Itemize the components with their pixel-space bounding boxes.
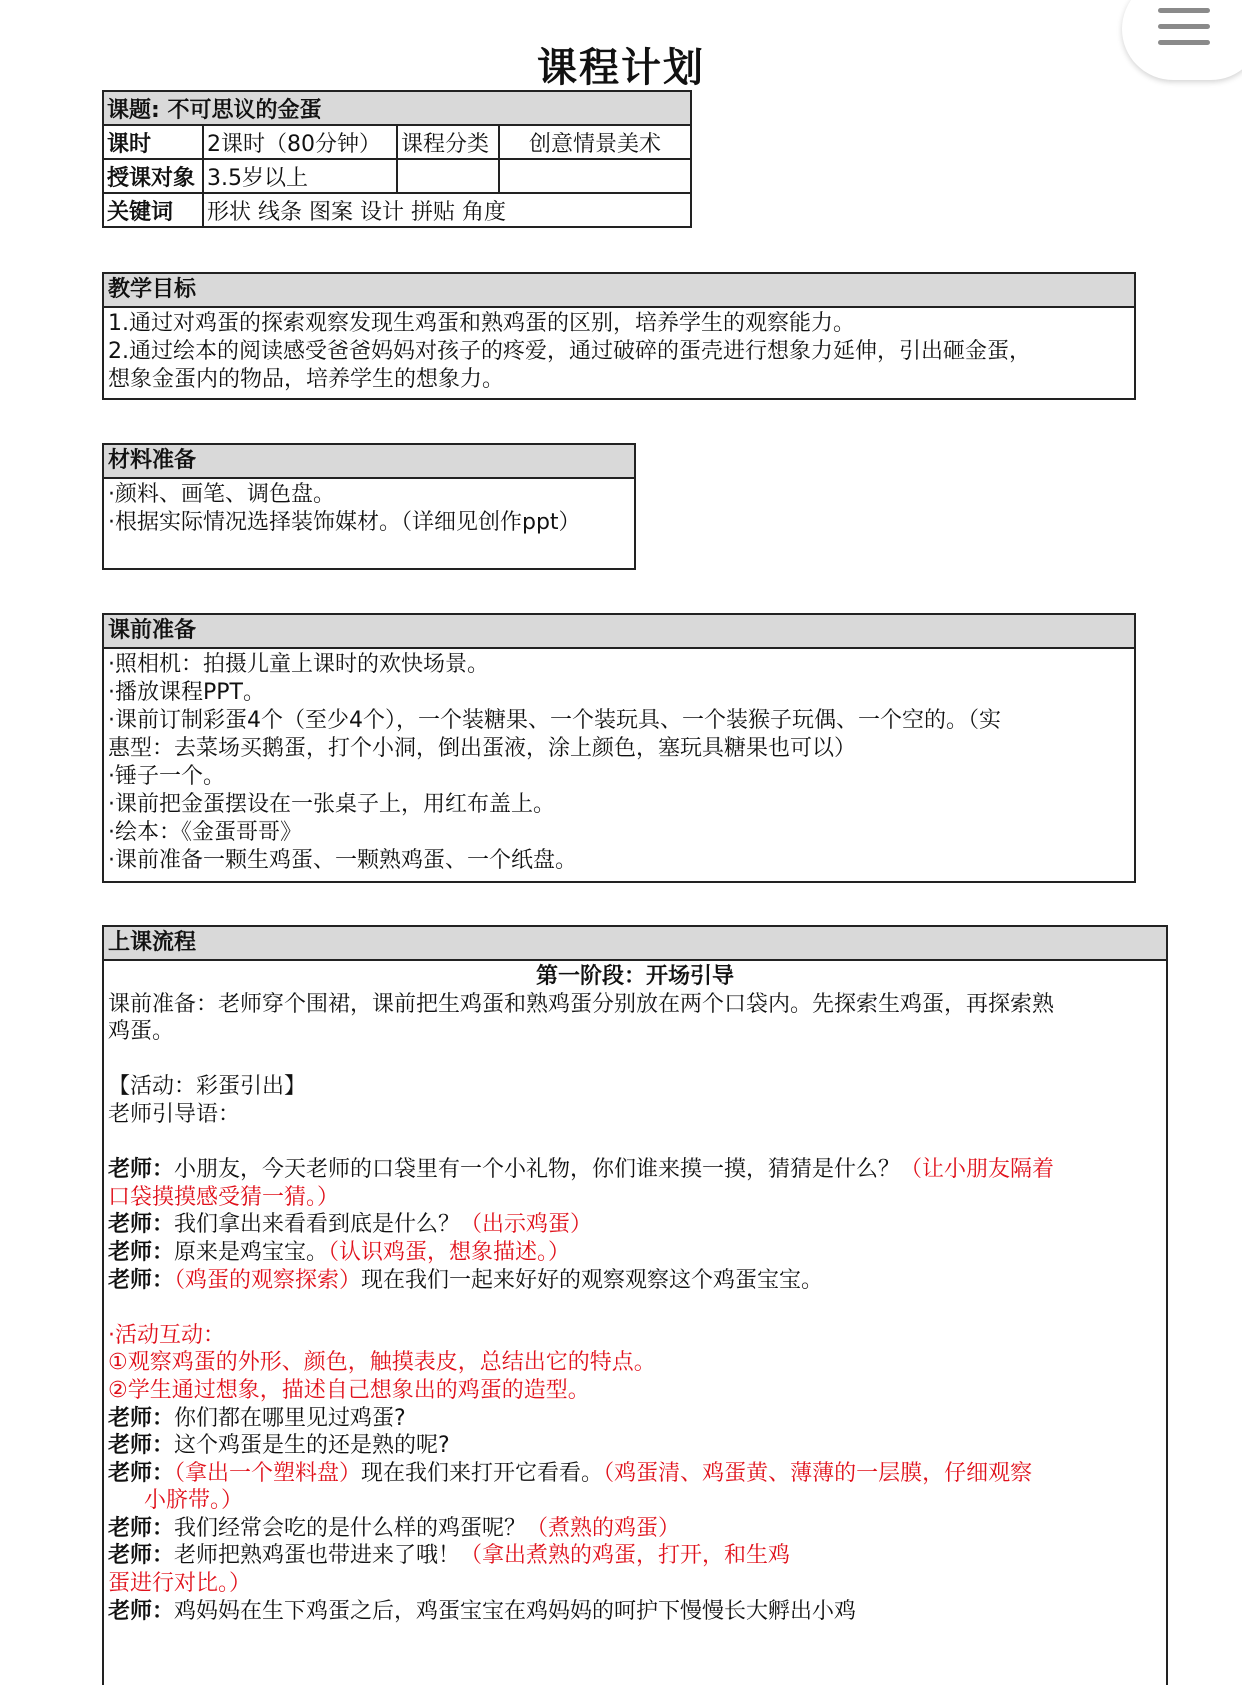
- speaker-label: 老师: [108, 1543, 153, 1569]
- section-heading: 课前准备: [104, 615, 1134, 649]
- goal-line: 2.通过绘本的阅读感受爸爸妈妈对孩子的疼爱，通过破碎的蛋壳进行想象力延伸，引出砸金蛋，: [108, 339, 1031, 364]
- page-title: 课程计划: [537, 45, 705, 91]
- interaction-item: ②学生通过想象，描述自己想象出的鸡蛋的造型。: [108, 1377, 590, 1403]
- period-label: 课时: [103, 125, 203, 159]
- audience-label: 授课对象: [103, 159, 203, 193]
- interaction-title: ·活动互动：: [108, 1322, 225, 1348]
- speaker-label: 老师: [108, 1598, 153, 1624]
- section-heading: 上课流程: [104, 927, 1166, 961]
- dialogue-line: 老师：鸡妈妈在生下鸡蛋之后，鸡蛋宝宝在鸡妈妈的呵护下慢慢长大孵出小鸡: [108, 1598, 857, 1624]
- audience-value: 3.5岁以上: [203, 159, 397, 193]
- menu-button[interactable]: [1122, 0, 1242, 80]
- stage-direction: （煮熟的鸡蛋）: [526, 1515, 681, 1541]
- period-value: 2课时（80分钟）: [203, 125, 397, 159]
- dialogue-line: 老师：老师把熟鸡蛋也带进来了哦！（拿出煮熟的鸡蛋，打开，和生鸡: [108, 1543, 791, 1569]
- stage-direction: （认识鸡蛋，想象描述。）: [328, 1239, 571, 1265]
- flow-line: 鸡蛋。: [108, 1019, 175, 1045]
- keywords-label: 关键词: [103, 193, 203, 227]
- prep-line: ·播放课程PPT。: [108, 680, 265, 705]
- flow-line: 课前准备：老师穿个围裙，课前把生鸡蛋和熟鸡蛋分别放在两个口袋内。先探索生鸡蛋，再探索熟: [108, 991, 1055, 1017]
- dialogue-line: 老师：我们拿出来看看到底是什么？（出示鸡蛋）: [108, 1212, 593, 1238]
- prep-line: ·课前把金蛋摆设在一张桌子上，用红布盖上。: [108, 792, 555, 817]
- course-topic: 课题: 不可思议的金蛋: [103, 91, 691, 125]
- stage-direction: 口袋摸摸感受猜一猜。）: [108, 1184, 340, 1210]
- dialogue-line: 老师：你们都在哪里见过鸡蛋?: [108, 1405, 406, 1431]
- speaker-label: 老师: [108, 1515, 153, 1541]
- speaker-label: 老师: [108, 1239, 153, 1265]
- dialogue-line: 老师：我们经常会吃的是什么样的鸡蛋呢？（煮熟的鸡蛋）: [108, 1515, 681, 1541]
- dialogue-line: 老师：这个鸡蛋是生的还是熟的呢?: [108, 1433, 450, 1459]
- speaker-label: 老师: [108, 1405, 153, 1431]
- goal-line: 想象金蛋内的物品，培养学生的想象力。: [108, 367, 505, 392]
- pre-class-section: [102, 613, 1136, 883]
- table-row: [103, 91, 691, 125]
- prep-line: ·绘本：《金蛋哥哥》: [108, 820, 302, 845]
- prep-line: ·课前订制彩蛋4个（至少4个），一个装糖果、一个装玩具、一个装猴子玩偶、一个空的。（实: [108, 708, 1001, 733]
- material-line: ·颜料、画笔、调色盘。: [108, 482, 335, 507]
- section-heading: 材料准备: [104, 445, 634, 479]
- prep-line: ·照相机：拍摄儿童上课时的欢快场景。: [108, 652, 489, 677]
- prep-line: ·课前准备一颗生鸡蛋、一颗熟鸡蛋、一个纸盘。: [108, 848, 577, 873]
- prep-line: 惠型：去菜场买鹅蛋，打个小洞，倒出蛋液，涂上颜色，塞玩具糖果也可以）: [108, 736, 857, 761]
- section-heading: 教学目标: [104, 274, 1134, 308]
- stage-direction: （拿出煮熟的鸡蛋，打开，和生鸡: [460, 1543, 791, 1569]
- stage-direction: 蛋进行对比。）: [108, 1571, 252, 1597]
- empty-cell: [499, 159, 691, 193]
- flow-line: 老师引导语：: [108, 1101, 241, 1127]
- course-info-table: [102, 90, 692, 228]
- dialogue-line: 老师：（拿出一个塑料盘）现在我们来打开它看看。（鸡蛋清、鸡蛋黄、薄薄的一层膜，仔细观察: [108, 1460, 1033, 1486]
- dialogue-line: 老师：（鸡蛋的观察探索）现在我们一起来好好的观察观察这个鸡蛋宝宝。: [108, 1267, 824, 1293]
- speaker-label: 老师: [108, 1433, 153, 1459]
- speaker-label: 老师: [108, 1267, 153, 1293]
- category-value: 创意情景美术: [499, 125, 691, 159]
- dialogue-line: 老师：小朋友，今天老师的口袋里有一个小礼物，你们谁来摸一摸，猜猜是什么？（让小朋友隔着: [108, 1157, 1055, 1183]
- table-row: [103, 125, 691, 159]
- prep-line: ·锤子一个。: [108, 764, 225, 789]
- stage-direction: （鸡蛋清、鸡蛋黄、薄薄的一层膜，仔细观察: [603, 1460, 1033, 1486]
- dialogue-line: 老师：原来是鸡宝宝。（认识鸡蛋，想象描述。）: [108, 1239, 571, 1265]
- stage-direction: （鸡蛋的观察探索）: [174, 1267, 362, 1293]
- class-flow-section: [102, 925, 1168, 1685]
- speaker-label: 老师: [108, 1460, 153, 1486]
- material-line: ·根据实际情况选择装饰媒材。（详细见创作ppt）: [108, 510, 581, 535]
- speaker-label: 老师: [108, 1157, 153, 1183]
- goal-line: 1.通过对鸡蛋的探索观察发现生鸡蛋和熟鸡蛋的区别，培养学生的观察能力。: [108, 311, 855, 336]
- stage-direction: （出示鸡蛋）: [460, 1212, 593, 1238]
- keywords-value: 形状 线条 图案 设计 拼贴 角度: [203, 193, 691, 227]
- category-label: 课程分类: [397, 125, 499, 159]
- interaction-item: ①观察鸡蛋的外形、颜色，触摸表皮，总结出它的特点。: [108, 1350, 656, 1376]
- activity-title: 【活动：彩蛋引出】: [108, 1074, 307, 1100]
- teaching-goals-section: [102, 272, 1136, 400]
- table-row: [103, 193, 691, 227]
- table-row: [103, 159, 691, 193]
- materials-section: [102, 443, 636, 570]
- empty-cell: [397, 159, 499, 193]
- speaker-label: 老师: [108, 1212, 153, 1238]
- stage-direction: 小脐带。）: [144, 1488, 244, 1514]
- stage-direction: （让小朋友隔着: [900, 1157, 1055, 1183]
- stage-direction: （拿出一个塑料盘）: [174, 1460, 362, 1486]
- stage-title: 第一阶段：开场引导: [535, 964, 734, 989]
